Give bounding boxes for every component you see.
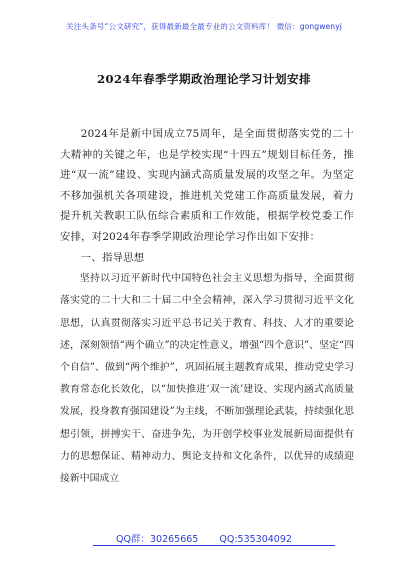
footer-qq-group[interactable]: QQ群：30265665: [116, 534, 199, 545]
footer-contact: [0, 531, 408, 545]
intro-paragraph: 2024年是新中国成立75周年，是全面贯彻落实党的二十大精神的关键之年，也是学校实现“十四五”规划目标任务，推进“双一流”建设、实现内涵式高质量发展的攻坚之年。为坚定不移加强机关各项建设，推进机关党建工作高质量发展，着力提升机关教职工队伍综合素质和工作效能，根据学校党委工作安排，对2024年春季学期政治理论学习作出如下安排：: [60, 128, 354, 243]
header-note: 关注头条号“公文研究”，获得最新最全最专业的公文资料库！ 微信：gongwenyj: [66, 22, 342, 31]
section-heading-guiding-ideology: 一、指导思想: [80, 251, 145, 264]
document-title: 2024年春季学期政治理论学习计划安排: [96, 72, 311, 86]
guiding-ideology-paragraph: 坚持以习近平新时代中国特色社会主义思想为指导，全面贯彻落实党的二十大和二十届二中全会精神，深入学习贯彻习近平文化思想，认真贯彻落实习近平总书记关于教育、科技、人才的重要论述，深刻领悟“两个确立”的决定性意义，增强“四个意识”、坚定“四个自信”、做到“两个维护”，巩固拓展主题教育成果，推动党史学习教育常态化长效化，以“加快推进‘双一流’建设、实现内涵式高质量发展，投身教育强国建设”为主线，不断加强理论武装，持续强化思想引领，拼搏实干、奋进争先，为开创学校事业发展新局面提供有力的思想保证、精神动力、舆论支持和文化条件，以优异的成绩迎接新中国成立: [60, 273, 354, 484]
footer-underline: [93, 545, 335, 546]
footer-qq-number[interactable]: QQ:535304092: [219, 534, 292, 545]
document-body: [60, 124, 354, 490]
